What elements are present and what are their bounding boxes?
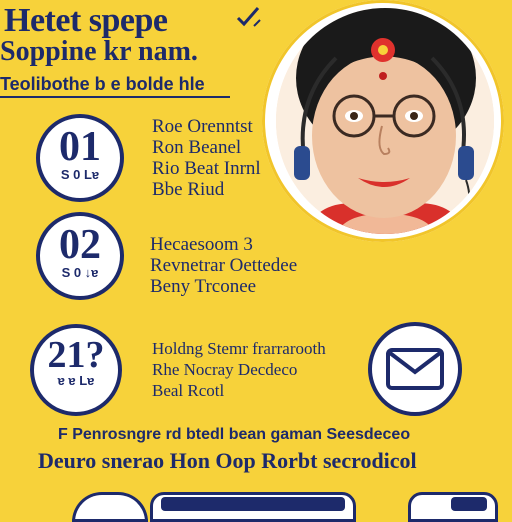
bottom-card-2 — [150, 492, 356, 522]
step-badge-3 — [30, 324, 122, 416]
step-line: Ron Beanel — [152, 137, 242, 158]
page-title: Hetet spepe — [4, 2, 168, 39]
step-line: Rhe Nocray Decdeco — [152, 360, 298, 379]
step-line: Beal Rcotl — [152, 381, 225, 400]
step-caption: ɐ ɐ Lɐ — [57, 373, 95, 388]
bottom-card-1 — [72, 492, 148, 522]
divider — [0, 96, 230, 98]
step-line: Rio Beat Inrnl — [152, 158, 261, 179]
step-caption: Ѕ 0 ↓ɐ — [61, 265, 99, 280]
step-3-text — [152, 338, 326, 401]
envelope-icon — [368, 322, 462, 416]
step-line: Revnetrar Oettedee — [150, 255, 298, 276]
check-icon — [236, 6, 262, 36]
step-line: Beny Trconee — [150, 276, 257, 297]
step-number: 01 — [59, 124, 101, 170]
step-caption: Ѕ 0 Lɐ — [60, 167, 100, 182]
step-line: Holdng Stemr frarrarooth — [152, 339, 326, 358]
bottom-card-3 — [408, 492, 498, 522]
step-badge-1 — [36, 114, 124, 202]
step-number: 21? — [47, 334, 105, 376]
page-subtitle-large: Soppine kr nam. — [0, 36, 198, 67]
step-line: Roe Orenntst — [152, 116, 253, 137]
step-1-text — [152, 116, 261, 200]
avatar — [276, 8, 494, 234]
step-badge-2 — [36, 212, 124, 300]
step-line: Hecaesoom 3 — [150, 234, 253, 255]
footer-line-2: Deuro snerao Hon Oop Rorbt secrodicol — [38, 448, 417, 473]
page-tagline: Teolibothe b e bolde hle — [0, 74, 205, 94]
step-2-text — [150, 234, 297, 297]
step-number: 02 — [59, 222, 101, 268]
step-line: Bbe Riud — [152, 179, 225, 200]
footer-line-1: F Penrosngre rd btedl bean gaman Seesdeceo — [58, 426, 411, 443]
